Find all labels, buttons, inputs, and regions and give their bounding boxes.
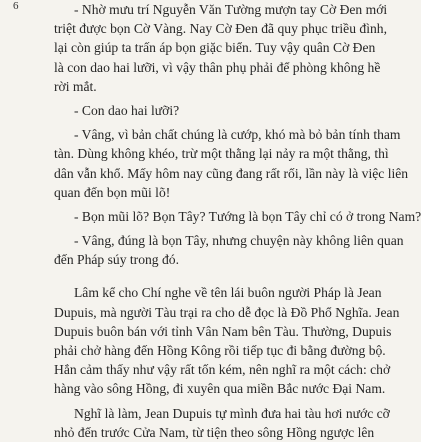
text-line: Dupuis buôn bán với tỉnh Vân Nam bên Tàu. Thường, Dupuis xyxy=(54,323,392,339)
text-line: phải chở hàng đến Hồng Kông rồi tiếp tục đi bằng đường bộ. xyxy=(54,343,386,358)
text-line: - Bọn mũi lõ? Bọn Tây? Tướng là bọn Tây chỉ có ở trong Nam? xyxy=(74,208,421,224)
text-line: triệt được bọn Cờ Vàng. Nay Cờ Đen đã quy phục triều đình, xyxy=(54,21,387,37)
text-line: rời mắt. xyxy=(54,78,97,94)
text-line: dân vẫn khổ. Mấy hôm nay cũng đang rất rối, lần này là việc liên xyxy=(54,165,409,181)
page-number: 6 xyxy=(13,0,19,12)
text-line: - Con dao hai lưỡi? xyxy=(74,102,180,118)
text-line: hàng vào sông Hồng, đi xuyên qua miền Bắc nước Đại Nam. xyxy=(54,381,386,397)
text-line: - Vâng, vì bản chất chúng là cướp, khó mà bỏ bản tính tham xyxy=(74,127,401,143)
text-line: tàn. Dùng không khéo, trừ một thằng lại nảy ra một thằng, thì xyxy=(54,146,389,162)
text-line: Dupuis, mà người Tàu trại ra cho dễ đọc là Đồ Phổ Nghĩa. Jean xyxy=(54,304,400,320)
text-line: Lâm kể cho Chí nghe về tên lái buôn người Pháp là Jean xyxy=(74,285,382,301)
text-line: Nghĩ là làm, Jean Dupuis tự mình đưa hai tàu hơi nước cỡ xyxy=(74,405,390,421)
page-text xyxy=(54,0,421,442)
text-line: quan đến bọn mũi lõ! xyxy=(54,184,171,200)
text-line: là con dao hai lưỡi, vì vậy thân phụ phải để phòng không hề xyxy=(54,59,381,75)
text-line: Hắn cảm thấy như vậy rất tốn kém, nên nghĩ ra một cách: chở xyxy=(54,362,391,378)
text-line: đến Pháp súy trong đó. xyxy=(54,252,179,268)
text-line: - Nhờ mưu trí Nguyễn Văn Tường mượn tay Cờ Đen mới xyxy=(74,2,388,17)
text-line: lại còn giúp ta trấn áp bọn giặc biển. Tuy vậy quân Cờ Đen xyxy=(54,40,376,56)
text-line: nhỏ đến trước Cửa Nam, từ tiện theo sông Hồng ngược lên xyxy=(54,424,375,440)
text-line: - Vâng, đúng là bọn Tây, nhưng chuyện này không liên quan xyxy=(74,233,404,249)
